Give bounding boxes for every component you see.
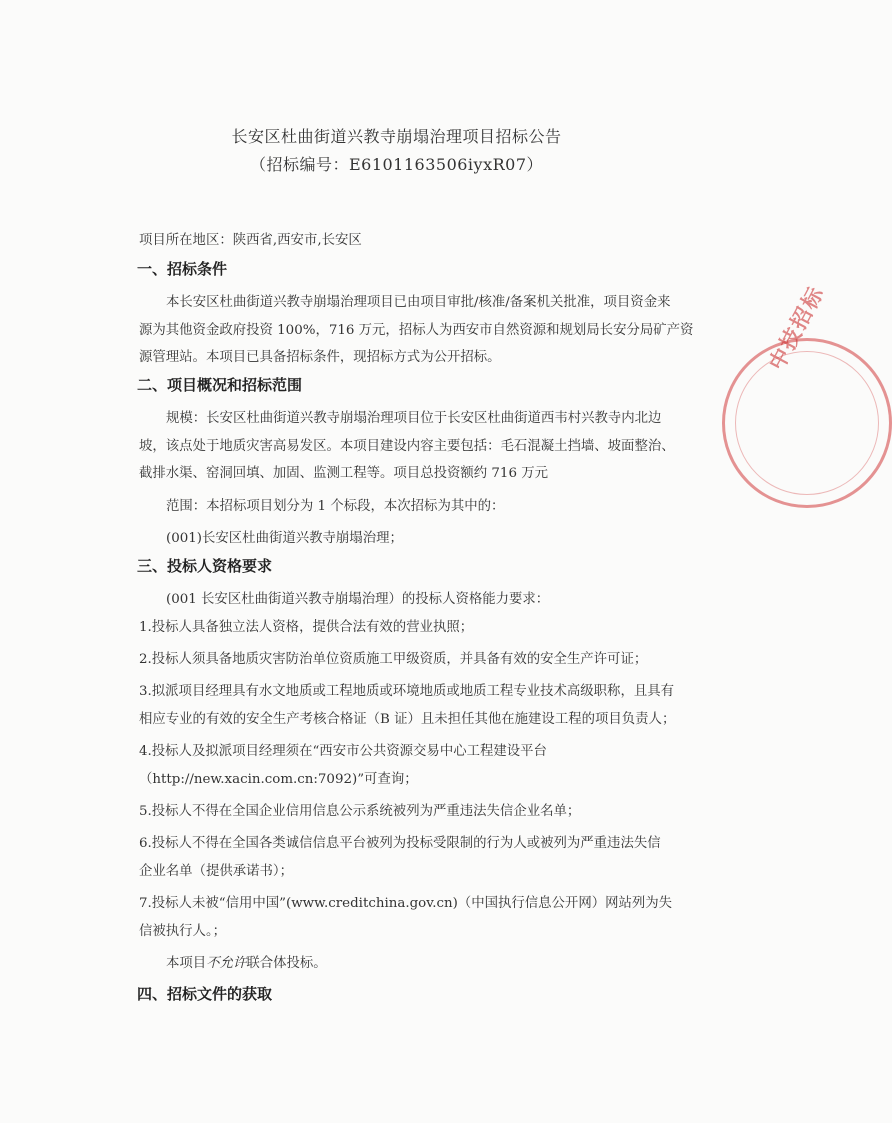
paragraph-line: (001 长安区杜曲街道兴教寺崩塌治理）的投标人资格能力要求： xyxy=(166,592,550,607)
tender-number: （招标编号：E6101163506iyxR07） xyxy=(249,155,544,174)
requirement-item: 3.拟派项目经理具有水文地质或工程地质或环境地质或地质工程专业技术高级职称，且具有 xyxy=(139,684,675,699)
requirement-item: 2.投标人须具备地质灾害防治单位资质施工甲级资质，并具备有效的安全生产许可证； xyxy=(139,652,648,667)
requirement-item: 1.投标人具备独立法人资格，提供合法有效的营业执照； xyxy=(139,620,474,635)
requirement-item: 相应专业的有效的安全生产考核合格证（B 证）且未担任其他在施建设工程的项目负责人； xyxy=(139,712,676,727)
paragraph-line: 坡，该点处于地质灾害高易发区。本项目建设内容主要包括：毛石混凝土挡墙、坡面整治、 xyxy=(139,439,675,454)
paragraph-line: 本长安区杜曲街道兴教寺崩塌治理项目已由项目审批/核准/备案机关批准，项目资金来 xyxy=(166,295,671,310)
paragraph-line: 源管理站。本项目已具备招标条件，现招标方式为公开招标。 xyxy=(139,350,501,365)
consortium-suffix: 联合体投标。 xyxy=(246,956,327,971)
consortium-note xyxy=(166,952,327,971)
consortium-prefix: 本项目 xyxy=(166,956,207,971)
paragraph-line: (001)长安区杜曲街道兴教寺崩塌治理； xyxy=(166,531,403,546)
requirement-item: 信被执行人。； xyxy=(139,924,227,939)
paragraph-line: 规模：长安区杜曲街道兴教寺崩塌治理项目位于长安区杜曲街道西韦村兴教寺内北边 xyxy=(166,411,662,426)
section-heading-4: 四、招标文件的获取 xyxy=(137,985,273,1003)
requirement-item: （http://new.xacin.com.cn:7092)”可查询； xyxy=(139,772,418,787)
seal-inner-ring xyxy=(735,351,879,495)
paragraph-line: 截排水渠、窑洞回填、加固、监测工程等。项目总投资额约 716 万元 xyxy=(139,466,549,481)
requirement-item: 企业名单（提供承诺书）； xyxy=(139,864,293,879)
requirement-item: 6.投标人不得在全国各类诚信信息平台被列为投标受限制的行为人或被列为严重违法失信 xyxy=(139,836,661,851)
project-location: 项目所在地区：陕西省,西安市,长安区 xyxy=(139,233,362,248)
requirement-item: 4.投标人及拟派项目经理须在“西安市公共资源交易中心工程建设平台 xyxy=(139,744,547,759)
requirement-item: 7.投标人未被“信用中国”(www.creditchina.gov.cn)（中国执行信息公开网）网站列为失 xyxy=(139,896,673,911)
paragraph-line: 源为其他资金政府投资 100%，716 万元，招标人为西安市自然资源和规划局长安分局矿产资 xyxy=(139,323,694,338)
document-title: 长安区杜曲街道兴教寺崩塌治理项目招标公告 xyxy=(231,127,562,146)
section-heading-2: 二、项目概况和招标范围 xyxy=(137,376,303,394)
seal-text: 中技招标 xyxy=(764,281,829,375)
official-seal xyxy=(722,281,892,508)
consortium-emphasis: 不允许 xyxy=(206,956,247,971)
requirement-item: 5.投标人不得在全国企业信用信息公示系统被列为严重违法失信企业名单； xyxy=(139,804,581,819)
section-heading-3: 三、投标人资格要求 xyxy=(137,557,273,575)
paragraph-line: 范围：本招标项目划分为 1 个标段，本次招标为其中的： xyxy=(166,499,505,514)
section-heading-1: 一、招标条件 xyxy=(137,260,228,278)
